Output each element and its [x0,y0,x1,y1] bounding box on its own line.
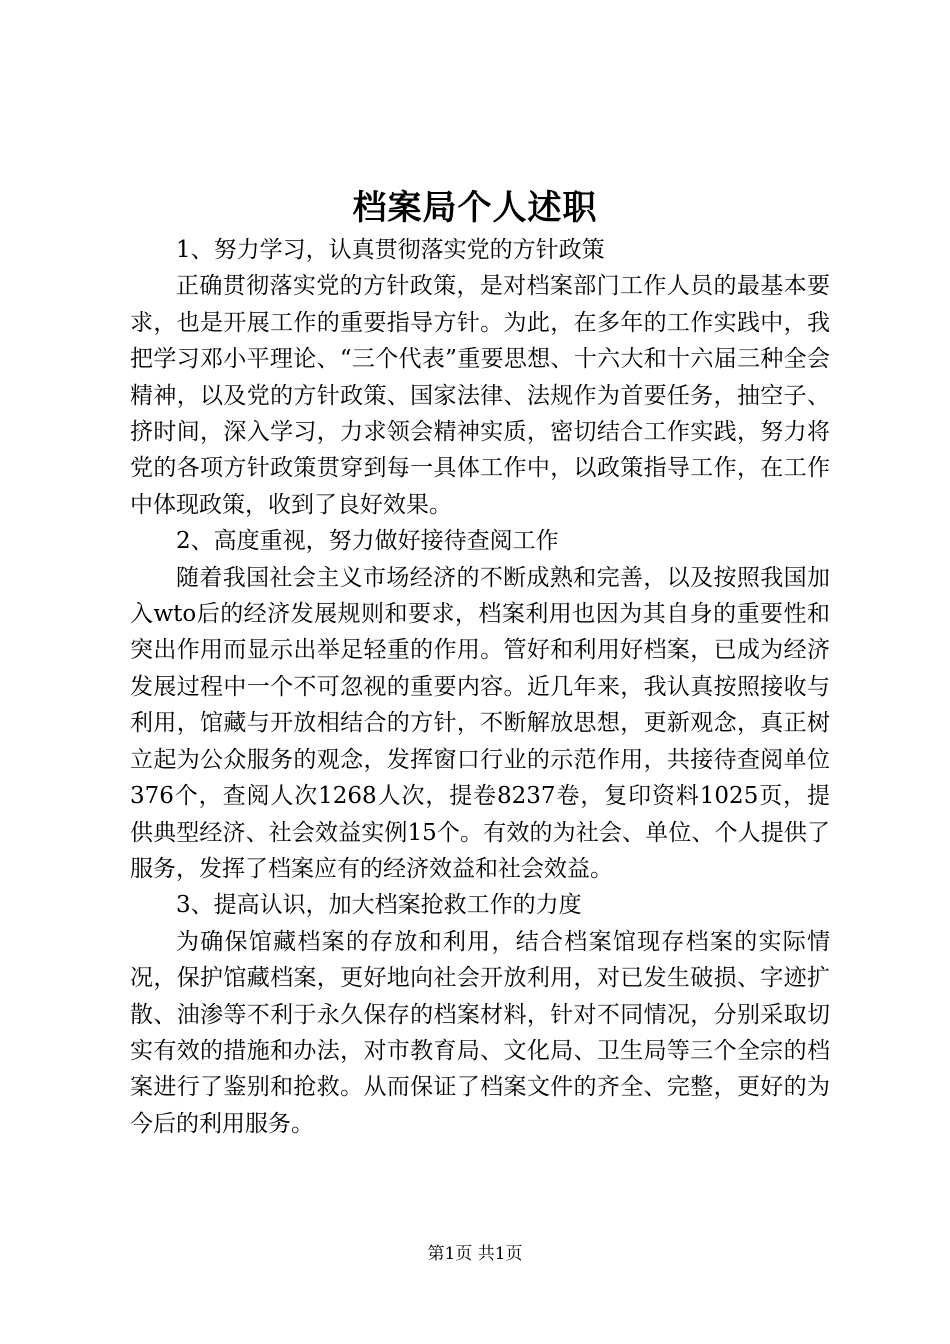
section-paragraph-1: 正确贯彻落实党的方针政策，是对档案部门工作人员的最基本要求，也是开展工作的重要指导方针。为此，在多年的工作实践中，我把学习邓小平理论、“三个代表”重要思想、十六大和十六届三种全会精神，以及党的方针政策、国家法律、法规作为首要任务，抽空子、挤时间，深入学习，力求领会精神实质，密切结合工作实践，努力将党的各项方针政策贯穿到每一具体工作中，以政策指导工作，在工作中体现政策，收到了良好效果。 [130,273,830,518]
section-heading-1: 1、努力学习，认真贯彻落实党的方针政策 [176,237,605,263]
page-number: 第1页 共1页 [427,1244,523,1264]
section-heading-3: 3、提高认识，加大档案抢救工作的力度 [176,892,582,919]
document-body [130,232,830,1142]
section-paragraph-2: 随着我国社会主义市场经济的不断成熟和完善，以及按照我国加入wto后的经济发展规则和要求，档案利用也因为其自身的重要性和突出作用而显示出举足轻重的作用。管好和利用好档案，已成为经济发展过程中一个不可忽视的重要内容。近几年来，我认真按照接收与利用，馆藏与开放相结合的方针，不断解放思想，更新观念，真正树立起为公众服务的观念，发挥窗口行业的示范作用，共接待查阅单位376个，查阅人次1268人次，提卷8237卷，复印资料1025页，提供典型经济、社会效益实例15个。有效的为社会、单位、个人提供了服务，发挥了档案应有的经济效益和社会效益。 [130,564,830,882]
document-title: 档案局个人述职 [352,188,598,228]
section-paragraph-3: 为确保馆藏档案的存放和利用，结合档案馆现存档案的实际情况，保护馆藏档案，更好地向社会开放利用，对已发生破损、字迹扩散、油渗等不利于永久保存的档案材料，针对不同情况，分别采取切实有效的措施和办法，对市教育局、文化局、卫生局等三个全宗的档案进行了鉴别和抢救。从而保证了档案文件的齐全、完整，更好的为今后的利用服务。 [130,928,830,1137]
section-heading-2: 2、高度重视，努力做好接待查阅工作 [176,528,559,555]
